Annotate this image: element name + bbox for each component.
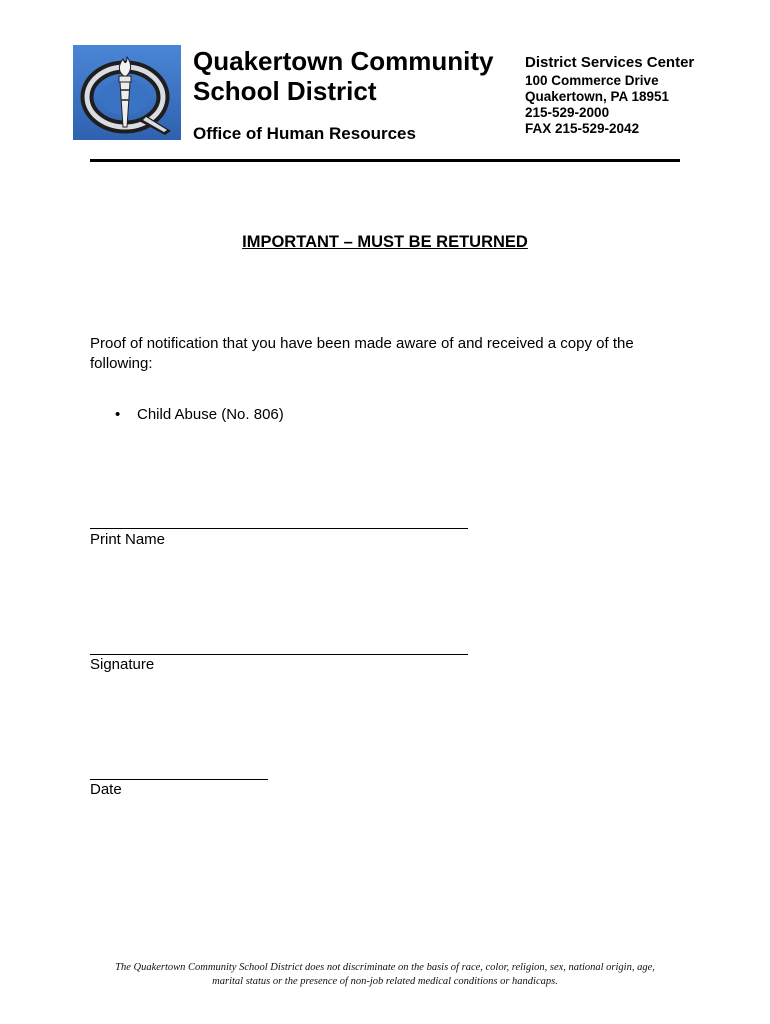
footer-line2: marital status or the presence of non-job related medical conditions or handicaps. bbox=[212, 976, 558, 987]
address-center: District Services Center bbox=[525, 54, 695, 71]
district-name-line1: Quakertown Community bbox=[193, 46, 494, 76]
address-fax: FAX 215-529-2042 bbox=[525, 121, 640, 136]
signature-label: Signature bbox=[90, 656, 155, 673]
date-line[interactable] bbox=[90, 779, 268, 780]
office-name: Office of Human Resources bbox=[193, 124, 416, 143]
district-logo bbox=[73, 45, 181, 140]
list-item bbox=[115, 406, 284, 423]
address-street: 100 Commerce Drive bbox=[525, 73, 659, 88]
footer-line1: The Quakertown Community School District does not discriminate on the basis of race, color, religion, sex, national origin, age, bbox=[115, 962, 655, 973]
address-block bbox=[525, 53, 694, 137]
signature-line[interactable] bbox=[90, 654, 468, 655]
list-item-text: Child Abuse (No. 806) bbox=[137, 406, 284, 423]
nondiscrimination-footer bbox=[80, 961, 690, 989]
important-notice: IMPORTANT – MUST BE RETURNED bbox=[242, 233, 528, 251]
address-phone: 215-529-2000 bbox=[525, 105, 610, 120]
date-label: Date bbox=[90, 781, 122, 798]
header-divider bbox=[90, 159, 680, 162]
bullet-icon: • bbox=[115, 406, 121, 423]
print-name-label: Print Name bbox=[90, 531, 166, 548]
district-name-line2: School District bbox=[193, 76, 377, 106]
print-name-line[interactable] bbox=[90, 528, 468, 529]
district-name bbox=[193, 46, 493, 106]
torch-q-logo-icon bbox=[73, 45, 181, 140]
address-city: Quakertown, PA 18951 bbox=[525, 89, 670, 104]
intro-paragraph: Proof of notification that you have been made aware of and received a copy of the following: bbox=[90, 335, 634, 372]
